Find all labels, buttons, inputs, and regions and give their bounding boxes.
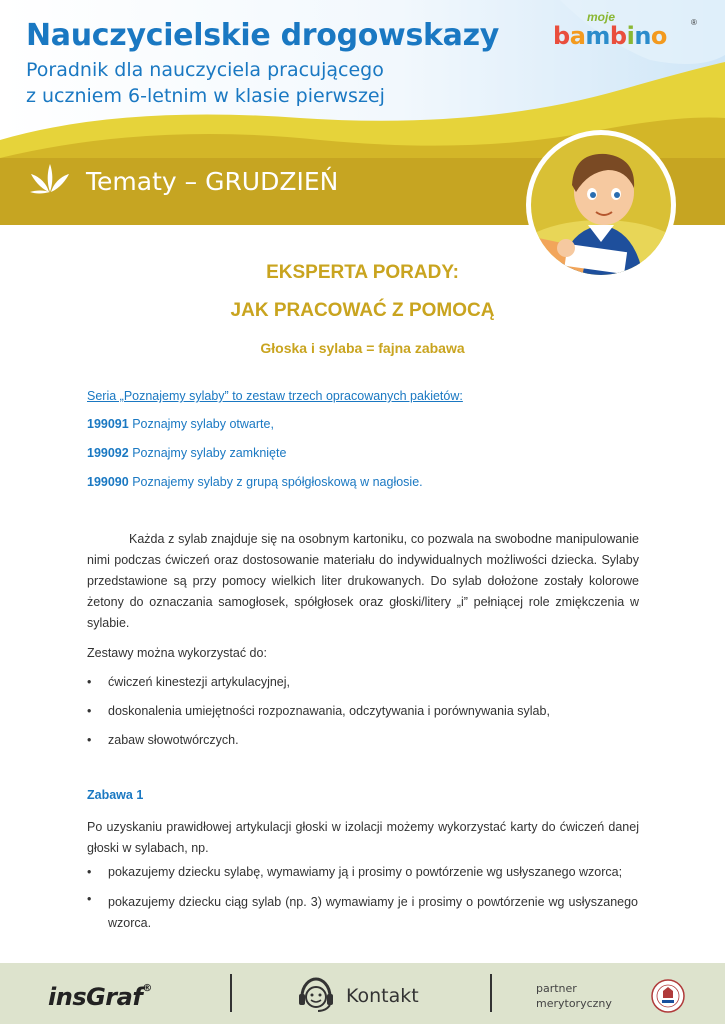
bullet-icon: •: [87, 733, 92, 747]
headset-contact-icon: [296, 977, 336, 1013]
logo-big-text: bambino: [553, 22, 667, 50]
bullet-icon: •: [87, 675, 92, 689]
game-1-title: Zabawa 1: [87, 788, 144, 802]
subtitle-line-2: z uczniem 6-letnim w klasie pierwszej: [26, 85, 385, 107]
wodn-seal-icon[interactable]: [651, 979, 685, 1013]
contact-link[interactable]: Kontakt: [346, 985, 419, 1007]
bullet-icon: •: [87, 704, 92, 718]
list-item-text: ćwiczeń kinestezji artykulacyjnej,: [108, 675, 291, 689]
package-code: 199091: [87, 417, 129, 431]
footer-divider: [230, 974, 232, 1012]
subtitle-line-1: Poradnik dla nauczyciela pracującego: [26, 59, 384, 81]
game-1-paragraph: Po uzyskaniu prawidłowej artykulacji głoski w izolacji możemy wykorzystać karty do ćwiczeń danej głoski w sylabach, np.: [87, 820, 639, 855]
heading-how-to-work: JAK PRACOWAĆ Z POMOCĄ: [230, 300, 495, 321]
bambino-logo[interactable]: [553, 10, 698, 50]
package-line: [87, 475, 423, 489]
series-intro-link[interactable]: Seria „Poznajemy sylaby” to zestaw trzech opracowanych pakietów:: [87, 389, 463, 403]
list-item-text: doskonalenia umiejętności rozpoznawania, odczytywania i porównywania sylab,: [108, 704, 550, 718]
package-code: 199092: [87, 446, 129, 460]
logo-small-text: moje: [587, 10, 616, 24]
list-item-text: zabaw słowotwórczych.: [108, 733, 239, 747]
bullet-icon: •: [87, 865, 92, 879]
insgraf-logo[interactable]: [48, 983, 152, 1011]
footer-divider: [490, 974, 492, 1012]
package-name: Poznajmy sylaby zamknięte: [132, 446, 287, 460]
logo-registered-mark: ®: [691, 18, 697, 27]
leaf-icon: [28, 162, 72, 198]
package-code: 199090: [87, 475, 129, 489]
partner-line-1: partner: [536, 982, 577, 995]
heading-expert-tips: EKSPERTA PORADY:: [266, 262, 459, 283]
publication-title: Nauczycielskie drogowskazy: [26, 18, 500, 53]
list-item-text: pokazujemy dziecku ciąg sylab (np. 3) wymawiamy je i prosimy o powtórzenie wg usłyszanego wzorca.: [108, 895, 638, 930]
package-name: Poznajmy sylaby otwarte,: [132, 417, 274, 431]
boy-illustration: [526, 130, 676, 280]
list-item-text: pokazujemy dziecku sylabę, wymawiamy ją i prosimy o powtórzenie wg usłyszanego wzorca;: [108, 865, 623, 879]
insgraf-logo-text: insGraf: [48, 983, 143, 1011]
heading-sound-syllable: Głoska i sylaba = fajna zabawa: [260, 340, 465, 356]
description-paragraph: Każda z sylab znajduje się na osobnym kartoniku, co pozwala na swobodne manipulowanie nimi podczas ćwiczeń oraz dostosowanie materiału do indywidualnych możliwości dziecka. Sylaby przedstawione są przy pomocy wielkich liter drukowanych. Do sylab dołożone zostały kolorowe żetony do oznaczania samogłosek, spółgłosek oraz głoski/litery „i” pełniącej role zmiękczenia w sylabie.: [87, 532, 639, 630]
topic-title: Tematy – GRUDZIEŃ: [86, 167, 339, 196]
uses-intro: Zestawy można wykorzystać do:: [87, 646, 267, 660]
package-line: [87, 417, 274, 431]
partner-label: [536, 981, 612, 1011]
publication-subtitle: [26, 57, 385, 109]
bullet-icon: •: [87, 892, 92, 906]
insgraf-registered-mark: ®: [142, 983, 152, 994]
package-name: Poznajemy sylaby z grupą spółgłoskową w nagłosie.: [132, 475, 423, 489]
partner-line-2: merytoryczny: [536, 997, 612, 1010]
page-footer: [0, 963, 725, 1024]
package-line: [87, 446, 286, 460]
